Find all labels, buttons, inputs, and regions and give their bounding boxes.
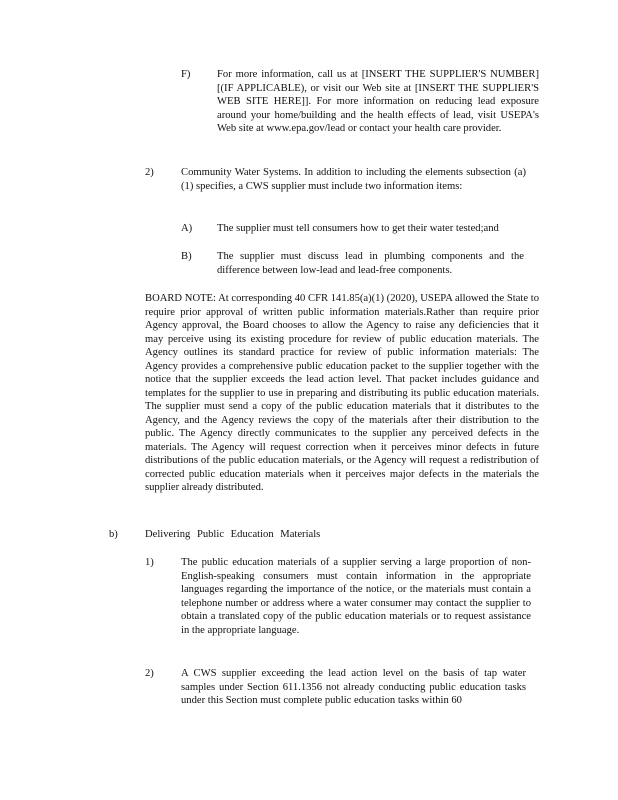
item-a-text: The supplier must tell consumers how to get their water tested;and bbox=[217, 223, 499, 234]
item-b-lead-text: The supplier must discuss lead in plumbing components and the difference between low-lead and lead-free components. bbox=[217, 251, 524, 276]
item-f-text: For more information, call us at [INSERT THE SUPPLIER'S NUMBER] [(IF APPLICABLE), or visit our Web site at [INSERT THE SUPPLIER'S WEB SITE HERE]]. For more information on reducing lead exposure around your home/building and the health effects of lead, visit USEPA's Web site at www.epa.gov/lead or contact your health care provider. bbox=[217, 69, 539, 134]
section-b-heading: Delivering Public Education Materials bbox=[145, 529, 321, 540]
item-2-cws-text: Community Water Systems. In addition to including the elements subsection (a)(1) specifies, a CWS supplier must include two information items: bbox=[181, 167, 526, 192]
item-1-marker: 1) bbox=[145, 557, 154, 568]
item-b-lead-marker: B) bbox=[181, 251, 192, 262]
item-2-cws-exceed-marker: 2) bbox=[145, 668, 154, 679]
item-a-marker: A) bbox=[181, 223, 193, 234]
item-2-cws-marker: 2) bbox=[145, 167, 154, 178]
item-2-cws-exceed-text: A CWS supplier exceeding the lead action level on the basis of tap water samples under Section 611.1356 not already conducting public education tasks under this Section must complete public education tasks within 60 bbox=[181, 668, 526, 706]
section-b-marker: b) bbox=[109, 529, 118, 540]
board-note-text: BOARD NOTE: At corresponding 40 CFR 141.85(a)(1) (2020), USEPA allowed the State to require prior approval of written public information materials.Rather than require prior Agency approval, the Board chooses to allow the Agency to raise any deficiencies that it may perceive using its existing procedure for review of public education materials. The Agency outlines its standard practice for review of public information materials: The Agency provides a comprehensive public education packet to the supplier together with the notice that the supplier exceeds the lead action level. That packet includes guidance and templates for the supplier to use in preparing and distributing its public education materials. The supplier must send a copy of the public education materials that it distributes to the Agency, and the Agency reviews the copy of the materials after their distribution to the public. The Agency directly communicates to the supplier any perceived defects in the materials. The Agency will request correction when it perceives minor defects in future distributions of the public education materials, or the Agency will request a redistribution of corrected public education materials when it perceives major defects in the materials the supplier already distributed. bbox=[145, 293, 539, 493]
item-1-text: The public education materials of a supplier serving a large proportion of non-English-speaking consumers must contain information in the appropriate languages regarding the importance of the notice, or the materials must contain a telephone number or address where a water consumer may contact the supplier to obtain a translated copy of the public education materials or to request assistance in the appropriate language. bbox=[181, 557, 531, 636]
item-f-marker: F) bbox=[181, 69, 191, 80]
